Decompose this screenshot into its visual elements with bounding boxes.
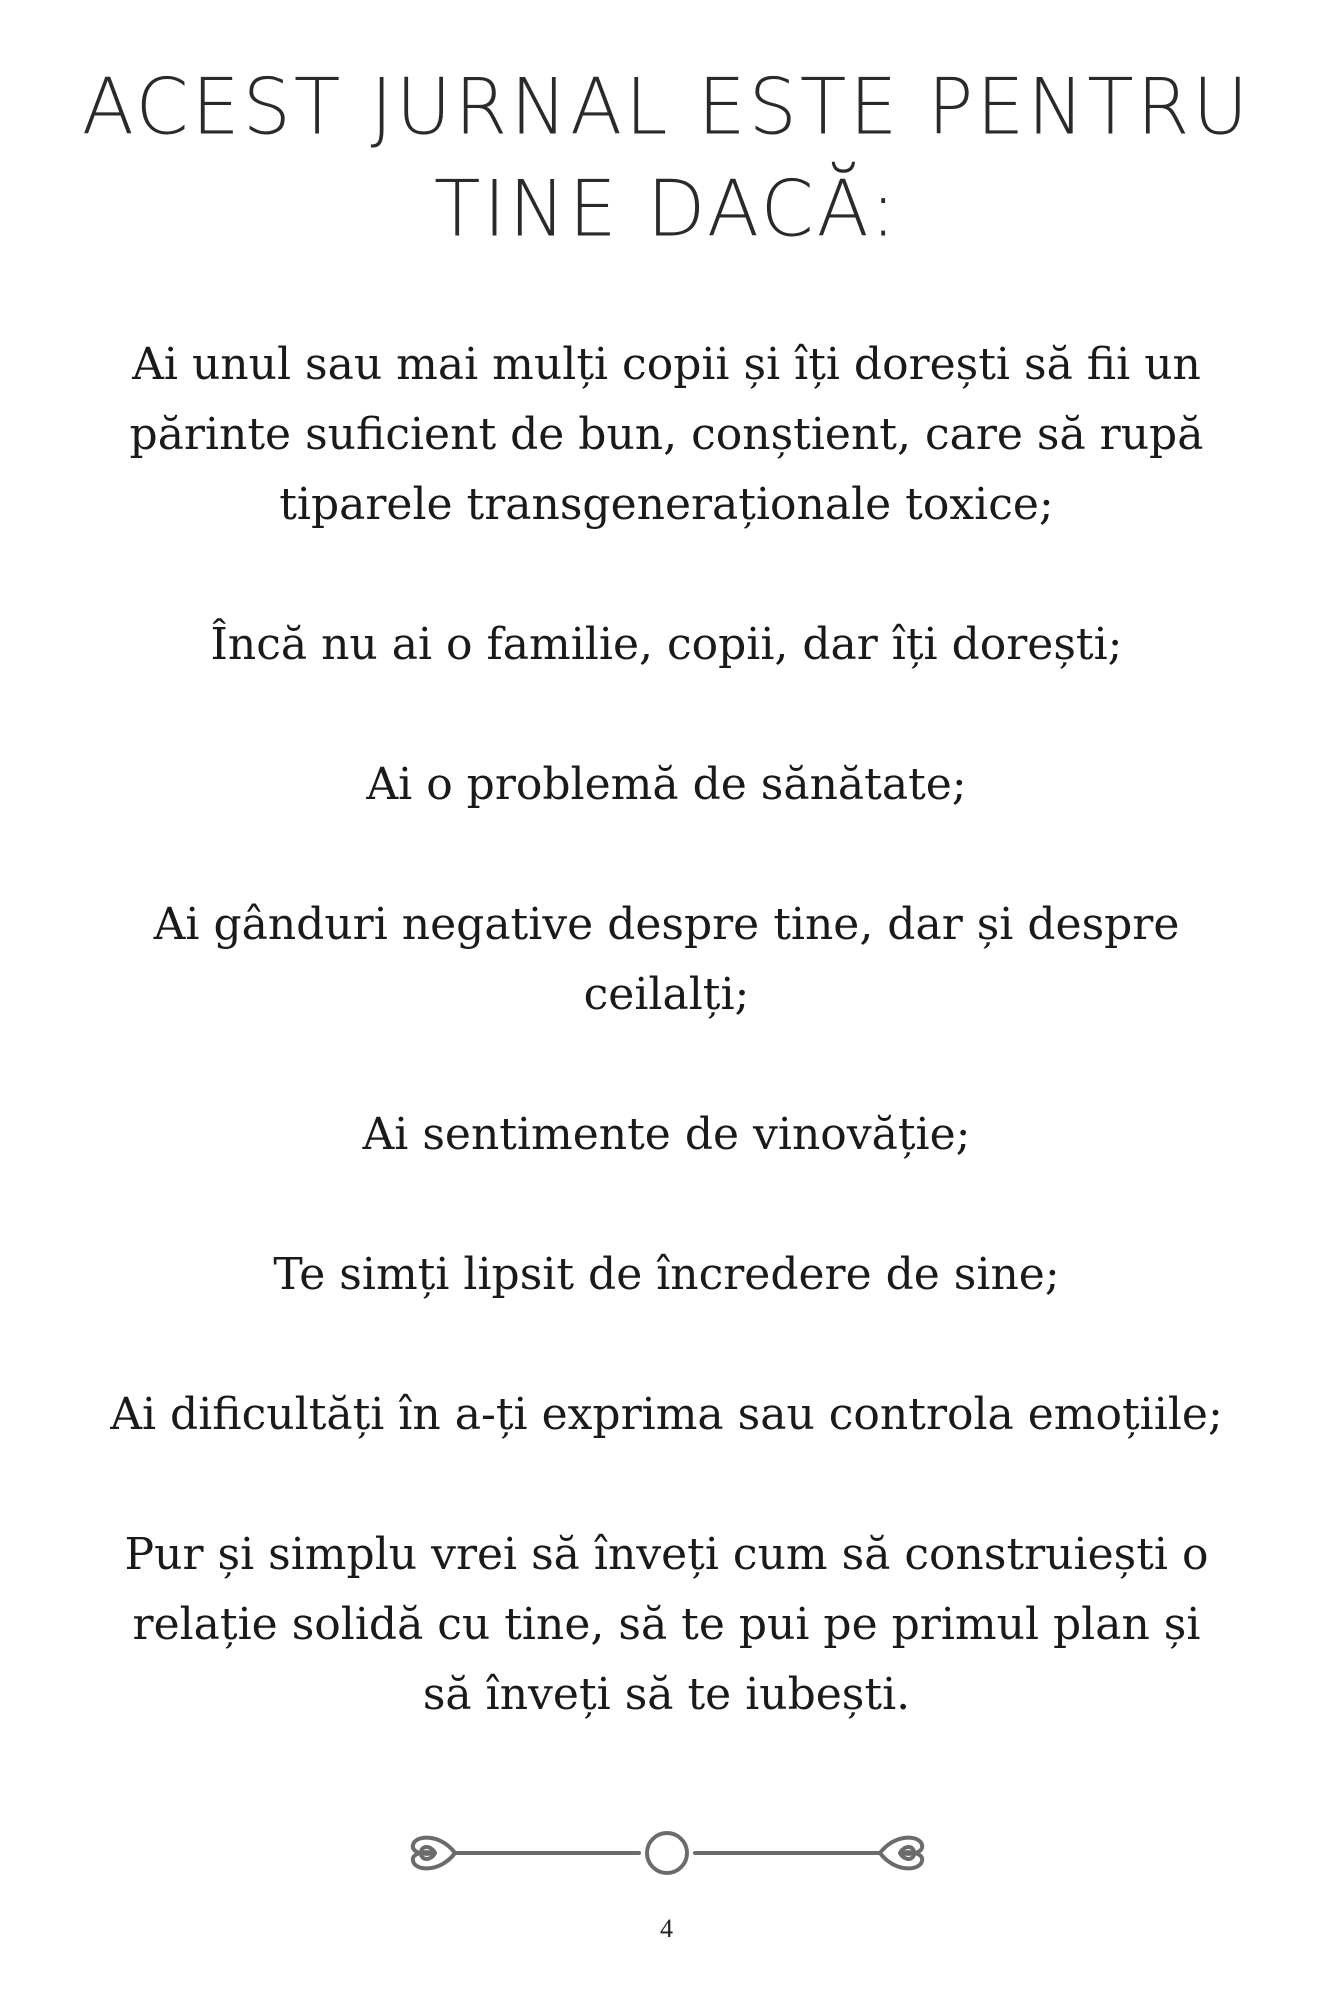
page-title-line-2: TINE DACĂ:	[433, 163, 900, 254]
page-title-line-1: ACEST JURNAL ESTE PENTRU	[81, 61, 1252, 152]
criteria-list	[110, 330, 1223, 1800]
divider-ornament-icon	[395, 1823, 940, 1883]
criteria-item-guilt: Ai sentimente de vinovăție;	[362, 1109, 971, 1160]
criteria-item-self-confidence: Te simți lipsit de încredere de sine;	[273, 1249, 1060, 1300]
criteria-item-health: Ai o problemă de sănătate;	[366, 759, 967, 810]
criteria-item-emotions: Ai dificultăți în a-ți exprima sau controla emoțiile;	[110, 1389, 1223, 1440]
page-number: 4	[660, 1914, 673, 1943]
page-title	[80, 56, 1253, 260]
criteria-item-family: Încă nu ai o familie, copii, dar îți dorești;	[210, 619, 1123, 670]
criteria-item-negative-thoughts: Ai gânduri negative despre tine, dar și despre ceilalți;	[153, 899, 1180, 1020]
criteria-item-self-relationship: Pur și simplu vrei să înveți cum să construiești o relație solidă cu tine, să te pui pe primul plan și să înveți să te iubești.	[124, 1529, 1209, 1720]
criteria-item-parents: Ai unul sau mai mulți copii și îți dorești să fii un părinte suficient de bun, conștient, care să rupă tiparele transgeneraționale toxice;	[129, 339, 1204, 530]
